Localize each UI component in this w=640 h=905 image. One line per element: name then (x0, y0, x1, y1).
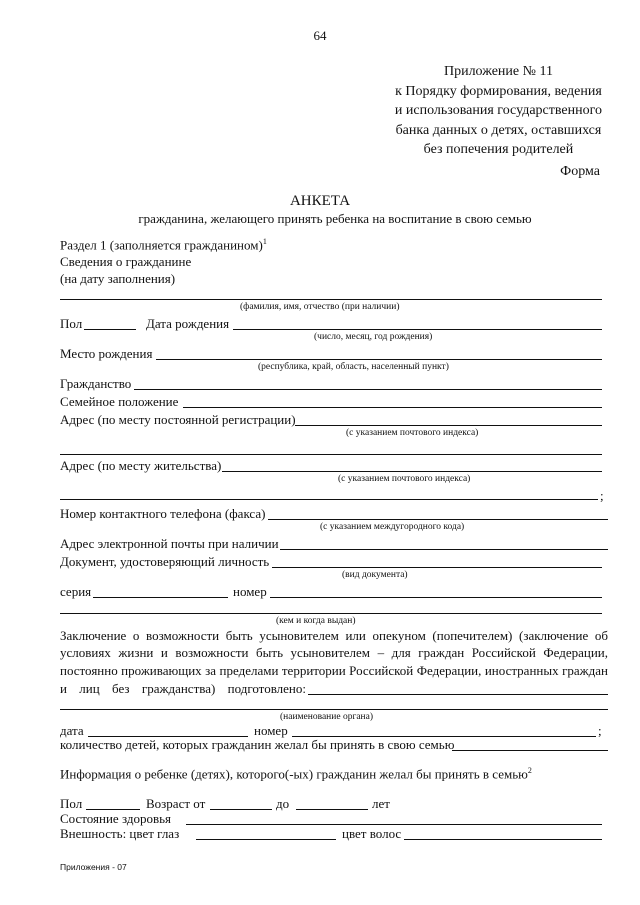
id-doc-field[interactable] (272, 567, 602, 568)
issued-field[interactable] (60, 613, 602, 614)
age-to-label: до (276, 796, 290, 811)
conclusion-line-2: условиях жизни и возможности быть усыновителем – для граждан Российской Федерации, (60, 645, 608, 660)
section1-heading (60, 237, 267, 253)
phone-hint: (с указанием междугородного кода) (320, 522, 465, 532)
id-doc-label: Документ, удостоверяющий личность (60, 554, 270, 569)
birth-place-label: Место рождения (60, 346, 153, 361)
form-title: АНКЕТА (289, 193, 351, 209)
number2-semicolon: ; (598, 723, 602, 738)
address-reg-field[interactable] (295, 425, 602, 426)
section1-footnote-mark: 1 (262, 237, 267, 246)
hair-color-label: цвет волос (342, 826, 402, 841)
section1-date-note: (на дату заполнения) (60, 271, 176, 286)
phone-label: Номер контактного телефона (факса) (60, 506, 266, 521)
conclusion-line-4: и лиц без гражданства) подготовлено: (60, 681, 306, 696)
page-number: 64 (313, 28, 327, 43)
series-label: серия (60, 584, 92, 599)
age-from-label: Возраст от (146, 796, 206, 811)
age-from-field[interactable] (210, 809, 272, 810)
section1-heading-text: Раздел 1 (заполняется гражданином) (60, 237, 263, 253)
conclusion-line-3: постоянно проживающих за пределами территории Российской Федерации, иностранных граждан (60, 663, 608, 678)
family-status-label: Семейное положение (60, 394, 179, 409)
address-res-field-2[interactable] (60, 499, 598, 500)
conclusion-field[interactable] (308, 694, 608, 695)
fio-hint: (фамилия, имя, отчество (при наличии) (240, 302, 400, 312)
organ-hint: (наименование органа) (280, 712, 374, 722)
children-count-label: количество детей, которых гражданин желал бы принять в свою семью (60, 737, 455, 752)
birth-date-label: Дата рождения (146, 316, 230, 331)
eye-color-label: Внешность: цвет глаз (60, 826, 180, 841)
email-field[interactable] (280, 549, 608, 550)
appendix-line-5: без попечения родителей (423, 142, 574, 157)
number-label: номер (233, 584, 267, 599)
address-reg-label: Адрес (по месту постоянной регистрации) (60, 412, 296, 427)
phone-field[interactable] (268, 519, 608, 520)
family-status-field[interactable] (183, 407, 602, 408)
appendix-line-4: банка данных о детях, оставшихся (395, 122, 602, 138)
appendix-line-2: к Порядку формирования, ведения (395, 83, 602, 99)
issued-hint: (кем и когда выдан) (276, 616, 356, 626)
birth-date-field[interactable] (233, 329, 602, 330)
fio-field[interactable] (60, 299, 602, 300)
date-label: дата (60, 723, 84, 738)
birth-place-field[interactable] (156, 359, 602, 360)
organ-field[interactable] (60, 709, 608, 710)
section1-subheading: Сведения о гражданине (60, 254, 192, 269)
eye-color-field[interactable] (196, 839, 336, 840)
child-sex-label: Пол (60, 796, 83, 811)
age-to-field[interactable] (296, 809, 368, 810)
birth-place-hint: (республика, край, область, населенный пункт) (258, 362, 449, 372)
child-info-footnote-mark: 2 (527, 766, 532, 775)
sex-field[interactable] (84, 329, 136, 330)
address-semicolon: ; (600, 488, 604, 503)
form-label: Форма (560, 164, 600, 179)
address-res-label: Адрес (по месту жительства) (60, 458, 222, 473)
footer-label: Приложения - 07 (60, 862, 127, 872)
address-reg-hint: (с указанием почтового индекса) (346, 428, 479, 438)
conclusion-line-1: Заключение о возможности быть усыновителем или опекуном (попечителем) (заключение об (60, 628, 608, 643)
years-label: лет (372, 796, 390, 811)
child-info-heading-text: Информация о ребенке (детях), которого(-ых) гражданин желал бы принять в семью (60, 766, 528, 782)
children-count-field[interactable] (452, 750, 608, 751)
health-field[interactable] (186, 824, 602, 825)
address-reg-field-2[interactable] (60, 454, 602, 455)
appendix-block (395, 62, 602, 160)
child-sex-field[interactable] (86, 809, 140, 810)
number-field[interactable] (270, 597, 602, 598)
series-field[interactable] (93, 597, 228, 598)
id-doc-hint: (вид документа) (342, 570, 408, 580)
address-res-field[interactable] (222, 471, 602, 472)
citizenship-label: Гражданство (60, 376, 132, 391)
form-subtitle: гражданина, желающего принять ребенка на воспитание в свою семью (138, 211, 532, 226)
address-res-hint: (с указанием почтового индекса) (338, 474, 471, 484)
child-info-heading (60, 766, 532, 782)
appendix-line-3: и использования государственного (394, 103, 602, 118)
citizenship-field[interactable] (134, 389, 602, 390)
appendix-line-1: Приложение № 11 (443, 64, 553, 79)
health-label: Состояние здоровья (60, 811, 172, 826)
number2-label: номер (254, 723, 288, 738)
sex-label: Пол (60, 316, 83, 331)
birth-date-hint: (число, месяц, год рождения) (314, 332, 433, 342)
hair-color-field[interactable] (404, 839, 602, 840)
email-label: Адрес электронной почты при наличии (60, 536, 279, 551)
